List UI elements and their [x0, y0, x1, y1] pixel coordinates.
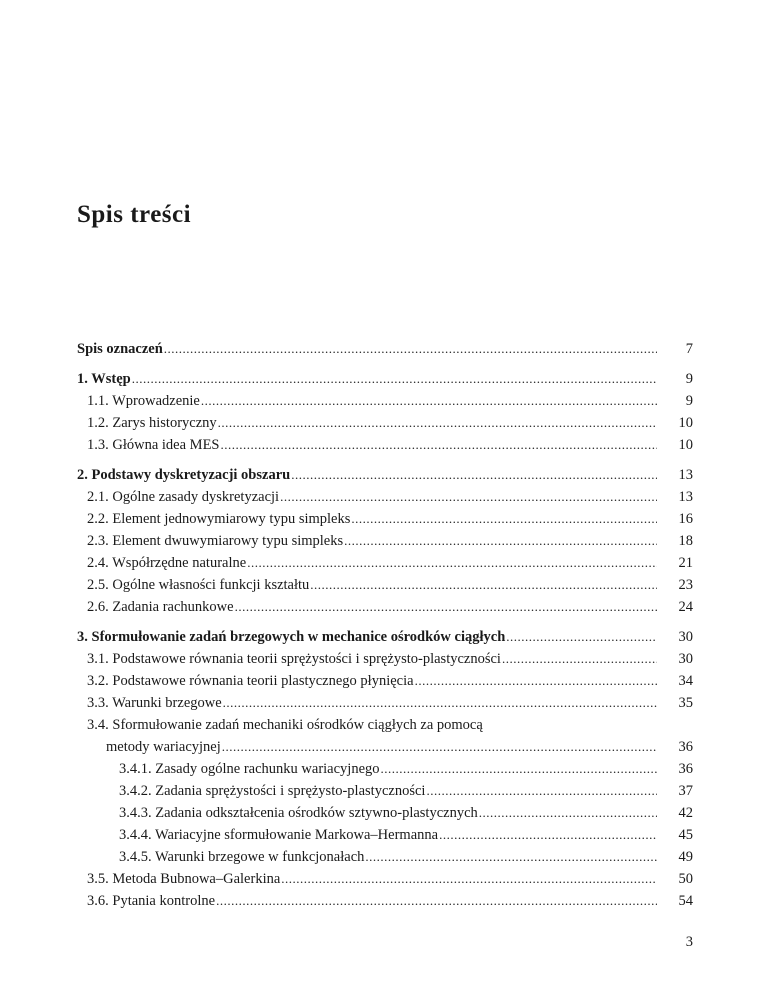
- toc-entry-page: 10: [678, 437, 693, 453]
- toc-entry-title: 3.4.1. Zasady ogólne rachunku wariacyjnego: [119, 761, 380, 777]
- dot-leader: [291, 464, 657, 486]
- toc-entry-title: metody wariacyjnej: [106, 739, 221, 755]
- toc-entry-page: 13: [678, 489, 693, 505]
- dot-leader: [223, 692, 657, 714]
- toc-entry-line: 3.4. Sformułowanie zadań mechaniki ośrodków ciągłych za pomocą: [87, 717, 483, 733]
- toc-chapter-title: 3. Sformułowanie zadań brzegowych w mechanice ośrodków ciągłych: [77, 629, 506, 645]
- toc-chapter-title: 1. Wstęp: [77, 371, 131, 387]
- toc-entry-title: 3.1. Podstawowe równania teorii sprężystości i sprężysto-plastyczności: [87, 651, 501, 667]
- toc-entry-title: 2.3. Element dwuwymiarowy typu simpleks: [87, 533, 344, 549]
- toc-entry-title: 3.6. Pytania kontrolne: [87, 893, 216, 909]
- toc-subentry: [77, 780, 693, 802]
- dot-leader: [381, 758, 657, 780]
- dot-leader: [351, 508, 657, 530]
- toc-entry-title: 3.3. Warunki brzegowe: [87, 695, 222, 711]
- toc-entry-page: 36: [678, 739, 693, 755]
- toc-entry-title: 1.3. Główna idea MES: [87, 437, 220, 453]
- dot-leader: [164, 338, 657, 360]
- dot-leader: [344, 530, 657, 552]
- toc-entry-page: 37: [678, 783, 693, 799]
- toc-entry-title: 3.2. Podstawowe równania teorii plastycznego płynięcia: [87, 673, 414, 689]
- dot-leader: [502, 648, 657, 670]
- toc-entry: [77, 574, 693, 596]
- toc-entry-page: 23: [678, 577, 693, 593]
- toc-entry-title: 2.6. Zadania rachunkowe: [87, 599, 234, 615]
- toc-entry: [77, 890, 693, 912]
- toc-entry-page: 24: [678, 599, 693, 615]
- dot-leader: [426, 780, 657, 802]
- toc-entry-page: 35: [678, 695, 693, 711]
- toc-entry: [77, 670, 693, 692]
- toc-entry: [77, 736, 693, 758]
- dot-leader: [281, 868, 657, 890]
- toc-entry: [77, 434, 693, 456]
- toc-entry-title: 2.1. Ogólne zasady dyskretyzacji: [87, 489, 280, 505]
- toc-entry-symbols: [77, 338, 693, 360]
- dot-leader: [247, 552, 657, 574]
- toc-entry: [77, 596, 693, 618]
- toc-entry-page: 34: [678, 673, 693, 689]
- toc-chapter-page: 9: [685, 371, 693, 387]
- toc-chapter-page: 30: [678, 629, 693, 645]
- toc-entry-page: 7: [685, 341, 693, 357]
- toc-subentry: [77, 824, 693, 846]
- toc-entry: [77, 390, 693, 412]
- toc-entry-title: 3.5. Metoda Bubnowa–Galerkina: [87, 871, 281, 887]
- toc-entry-title: 1.1. Wprowadzenie: [87, 393, 200, 409]
- dot-leader: [201, 390, 657, 412]
- dot-leader: [439, 824, 657, 846]
- toc-subentry: [77, 758, 693, 780]
- toc-entry-title: 2.2. Element jednowymiarowy typu simpleks: [87, 511, 351, 527]
- toc-entry: [77, 692, 693, 714]
- dot-leader: [365, 846, 657, 868]
- dot-leader: [415, 670, 657, 692]
- dot-leader: [222, 736, 657, 758]
- toc-entry-page: 16: [678, 511, 693, 527]
- toc-entry-page: 45: [678, 827, 693, 843]
- toc-entry-title: 3.4.3. Zadania odkształcenia ośrodków sztywno-plastycznych: [119, 805, 478, 821]
- toc-entry: [77, 530, 693, 552]
- toc-entry: [77, 412, 693, 434]
- toc-chapter-page: 13: [678, 467, 693, 483]
- dot-leader: [280, 486, 657, 508]
- dot-leader: [235, 596, 657, 618]
- dot-leader: [310, 574, 657, 596]
- page-title: Spis treści: [77, 201, 192, 228]
- toc-entry-page: 36: [678, 761, 693, 777]
- toc-entry-page: 9: [685, 393, 693, 409]
- toc-entry-title: 3.4.2. Zadania sprężystości i sprężysto-plastyczności: [119, 783, 426, 799]
- toc-chapter-1: [77, 368, 693, 390]
- toc-entry-title: 2.4. Współrzędne naturalne: [87, 555, 247, 571]
- dot-leader: [216, 890, 657, 912]
- toc-entry-title: 2.5. Ogólne własności funkcji kształtu: [87, 577, 310, 593]
- toc-entry: [77, 508, 693, 530]
- page-number: 3: [685, 934, 693, 950]
- toc-entry-page: 42: [678, 805, 693, 821]
- toc-entry: [77, 868, 693, 890]
- toc-chapter-2: [77, 464, 693, 486]
- dot-leader: [218, 412, 657, 434]
- dot-leader: [506, 626, 657, 648]
- toc-entry-title: Spis oznaczeń: [77, 341, 163, 357]
- toc-entry-title: 3.4.4. Wariacyjne sformułowanie Markowa–Hermanna: [119, 827, 439, 843]
- toc-entry-page: 30: [678, 651, 693, 667]
- toc-entry-page: 18: [678, 533, 693, 549]
- toc-subentry: [77, 846, 693, 868]
- toc-subentry: [77, 802, 693, 824]
- dot-leader: [132, 368, 657, 390]
- toc-entry-page: 21: [678, 555, 693, 571]
- dot-leader: [221, 434, 658, 456]
- toc-chapter-title: 2. Podstawy dyskretyzacji obszaru: [77, 467, 291, 483]
- table-of-contents: [77, 338, 693, 912]
- toc-entry-title: 1.2. Zarys historyczny: [87, 415, 217, 431]
- toc-entry-title: 3.4.5. Warunki brzegowe w funkcjonałach: [119, 849, 365, 865]
- toc-entry: [77, 552, 693, 574]
- toc-chapter-3: [77, 626, 693, 648]
- toc-entry: [77, 486, 693, 508]
- dot-leader: [479, 802, 657, 824]
- toc-entry-page: 54: [678, 893, 693, 909]
- toc-entry-page: 49: [678, 849, 693, 865]
- toc-entry-page: 10: [678, 415, 693, 431]
- toc-entry-page: 50: [678, 871, 693, 887]
- toc-entry: [77, 648, 693, 670]
